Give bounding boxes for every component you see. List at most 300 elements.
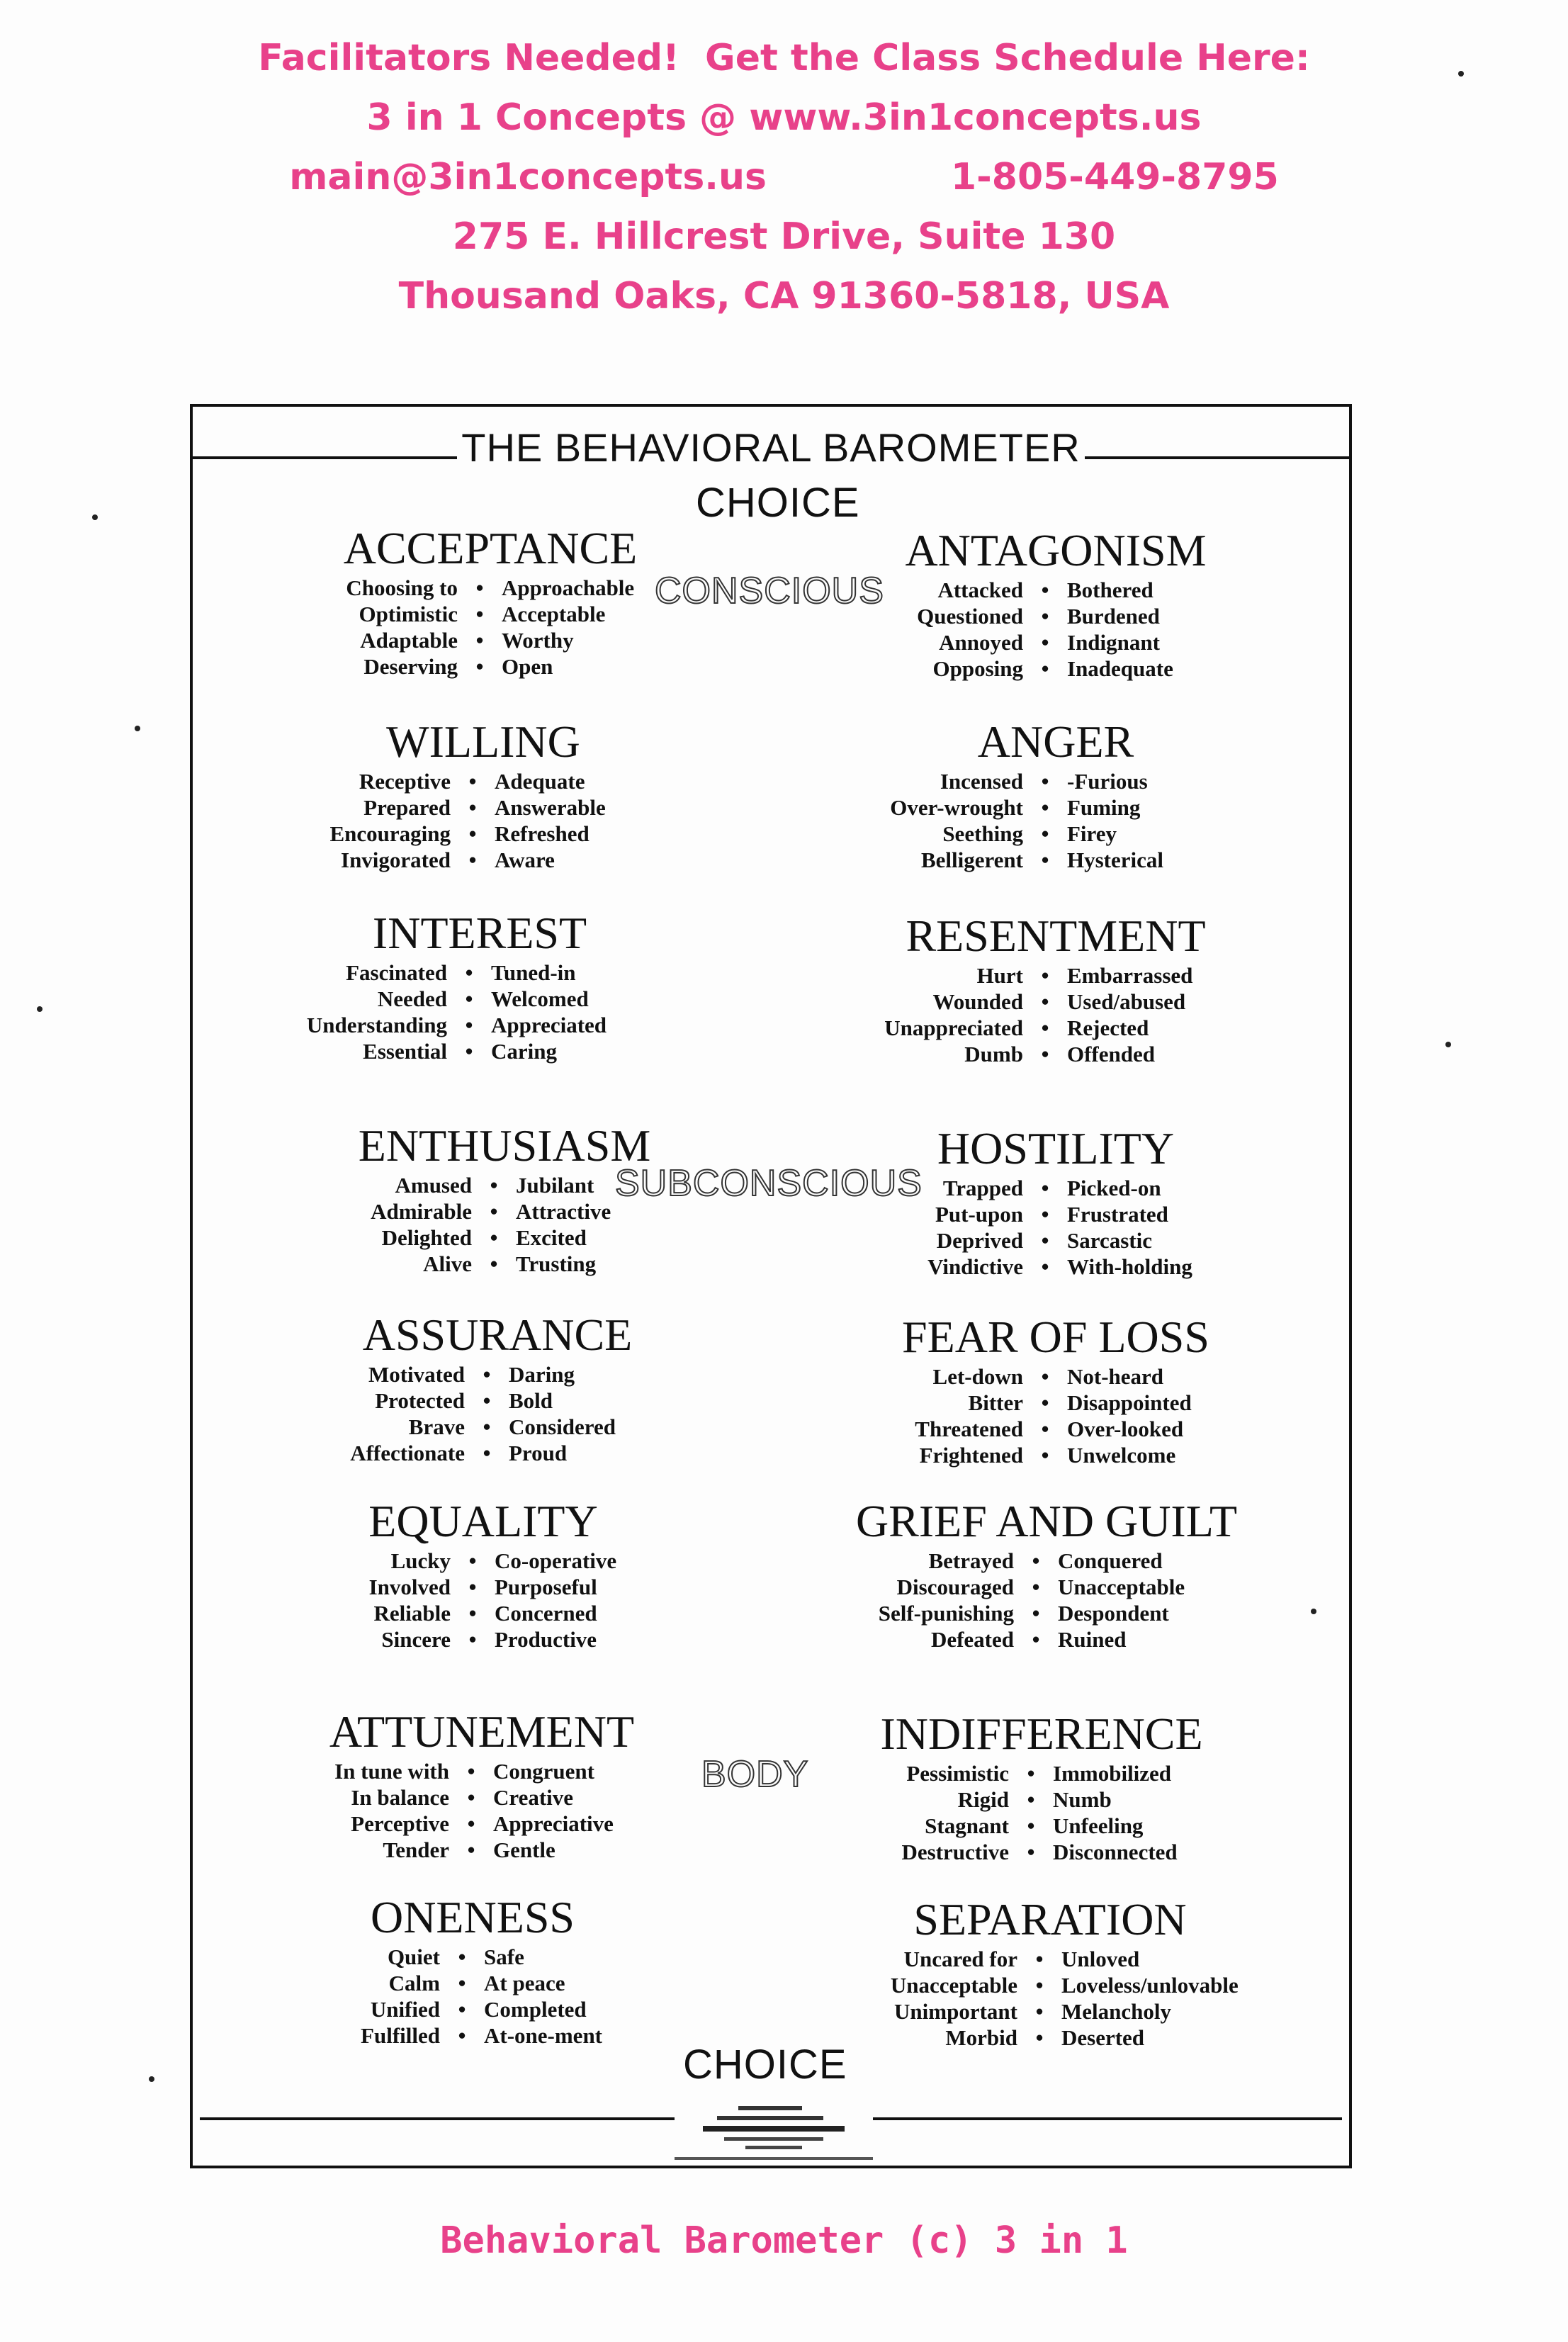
word-right: Deserted: [1061, 2025, 1145, 2050]
facilitators-line: Facilitators Needed! Get the Class Schedule Here:: [258, 37, 1310, 79]
word-row: [799, 1626, 1295, 1653]
word-left: Belligerent: [920, 848, 1023, 872]
address-line-2: Thousand Oaks, CA 91360-5818, USA: [398, 275, 1170, 317]
emotion-block: [232, 908, 728, 1064]
word-left: In tune with: [334, 1759, 449, 1784]
word-left: Optimistic: [359, 602, 458, 626]
bullet-icon: •: [490, 1225, 498, 1250]
word-right: Loveless/unlovable: [1061, 1973, 1239, 1998]
word-left: Rigid: [957, 1787, 1009, 1812]
emotion-word-list: [799, 1548, 1295, 1653]
word-row: [232, 1038, 728, 1064]
word-left: Essential: [363, 1039, 447, 1064]
word-left: Calm: [388, 1971, 440, 1995]
word-row: [249, 1387, 745, 1414]
emotion-block: [235, 1497, 731, 1653]
bullet-icon: •: [483, 1441, 491, 1465]
bullet-icon: •: [1032, 1601, 1040, 1626]
word-row: [242, 601, 738, 627]
emotion-word-list: [234, 1758, 730, 1863]
word-left: Unified: [370, 1997, 440, 2022]
bullet-icon: •: [465, 986, 473, 1011]
word-right: Rejected: [1067, 1015, 1149, 1040]
word-row: [232, 1012, 728, 1038]
word-row: [808, 629, 1304, 655]
contact-header: [0, 28, 1568, 326]
emotion-title: RESENTMENT: [906, 911, 1206, 961]
word-right: Used/abused: [1067, 989, 1186, 1014]
bullet-icon: •: [1027, 1761, 1035, 1786]
bullet-icon: •: [1041, 848, 1049, 872]
word-left: Choosing to: [346, 575, 458, 600]
bullet-icon: •: [1041, 821, 1049, 846]
word-left: In balance: [351, 1785, 449, 1810]
bullet-icon: •: [483, 1388, 491, 1413]
title-rule-left: [193, 448, 457, 459]
word-left: Put-upon: [935, 1202, 1023, 1227]
word-row: [794, 1786, 1290, 1813]
word-row: [235, 768, 731, 794]
word-left: Betrayed: [928, 1548, 1014, 1573]
bullet-icon: •: [475, 575, 484, 600]
word-left: Vindictive: [927, 1254, 1023, 1279]
word-left: Deprived: [936, 1228, 1023, 1253]
publisher-seal-icon: [675, 2100, 873, 2164]
emotion-word-list: [249, 1361, 745, 1466]
word-left: Reliable: [373, 1601, 451, 1626]
word-row: [799, 1600, 1295, 1626]
word-right: Bold: [509, 1388, 553, 1413]
word-left: Stagnant: [925, 1813, 1009, 1838]
word-right: Acceptable: [502, 602, 606, 626]
word-left: Delighted: [381, 1225, 472, 1250]
word-right: Unfeeling: [1053, 1813, 1144, 1838]
word-row: [225, 1970, 721, 1996]
word-row: [808, 655, 1304, 682]
word-right: Approachable: [502, 575, 635, 600]
bullet-icon: •: [1041, 578, 1049, 602]
word-right: Considered: [509, 1414, 616, 1439]
word-row: [256, 1251, 752, 1277]
bullet-icon: •: [467, 1837, 475, 1862]
bullet-icon: •: [1041, 656, 1049, 681]
word-row: [808, 768, 1304, 794]
word-right: Embarrassed: [1067, 963, 1193, 988]
word-left: Destructive: [901, 1840, 1009, 1864]
word-row: [249, 1361, 745, 1387]
word-right: Inadequate: [1067, 656, 1173, 681]
word-right: At-one-ment: [484, 2023, 603, 2048]
word-row: [808, 794, 1304, 821]
word-right: Concerned: [495, 1601, 597, 1626]
word-left: Deserving: [363, 654, 458, 679]
word-row: [802, 1998, 1298, 2025]
emotion-block: [235, 717, 731, 873]
word-left: Brave: [408, 1414, 465, 1439]
word-right: Worthy: [502, 628, 574, 653]
word-left: Over-wrought: [890, 795, 1023, 820]
word-row: [808, 1416, 1304, 1442]
word-right: Hysterical: [1067, 848, 1164, 872]
word-row: [235, 1626, 731, 1653]
word-row: [234, 1811, 730, 1837]
choice-label-bottom: CHOICE: [683, 2042, 847, 2088]
bullet-icon: •: [1032, 1548, 1040, 1573]
bullet-icon: •: [468, 821, 477, 846]
word-row: [808, 1015, 1304, 1041]
bullet-icon: •: [1041, 795, 1049, 820]
phone-number: 1-805-449-8795: [951, 156, 1279, 198]
emotion-block: [808, 526, 1304, 682]
email-phone-line: [0, 147, 1568, 207]
word-row: [256, 1172, 752, 1198]
word-right: Attractive: [516, 1199, 611, 1224]
word-left: Morbid: [945, 2025, 1017, 2050]
word-left: Threatened: [915, 1417, 1023, 1441]
word-left: Prepared: [363, 795, 451, 820]
choice-label-top: CHOICE: [696, 480, 860, 526]
word-row: [225, 1944, 721, 1970]
word-right: Welcomed: [491, 986, 589, 1011]
emotion-title: ACCEPTANCE: [343, 523, 638, 573]
bullet-icon: •: [468, 1548, 477, 1573]
word-right: Immobilized: [1053, 1761, 1172, 1786]
word-left: Attacked: [937, 578, 1023, 602]
emotion-block: [808, 1124, 1304, 1280]
emotion-block: [808, 911, 1304, 1067]
bullet-icon: •: [1041, 1015, 1049, 1040]
word-row: [235, 847, 731, 873]
bullet-icon: •: [483, 1414, 491, 1439]
speck: [135, 726, 140, 731]
bullet-icon: •: [1035, 1999, 1044, 2024]
bullet-icon: •: [467, 1785, 475, 1810]
word-left: Invigorated: [341, 848, 451, 872]
emotion-title: ANTAGONISM: [905, 525, 1207, 575]
bullet-icon: •: [490, 1199, 498, 1224]
word-row: [799, 1574, 1295, 1600]
emotion-block: [249, 1310, 745, 1466]
word-right: Excited: [516, 1225, 587, 1250]
word-row: [235, 821, 731, 847]
word-left: Hurt: [976, 963, 1023, 988]
word-left: Pessimistic: [906, 1761, 1009, 1786]
word-row: [249, 1440, 745, 1466]
word-left: Perceptive: [351, 1811, 449, 1836]
emotion-block: [256, 1121, 752, 1277]
word-right: Numb: [1053, 1787, 1112, 1812]
word-row: [802, 2025, 1298, 2051]
word-right: Frustrated: [1067, 1202, 1168, 1227]
word-row: [249, 1414, 745, 1440]
word-right: At peace: [484, 1971, 565, 1995]
word-row: [235, 1574, 731, 1600]
word-row: [235, 1600, 731, 1626]
word-right: Trusting: [516, 1251, 597, 1276]
address-line-1: 275 E. Hillcrest Drive, Suite 130: [452, 215, 1116, 258]
word-left: Dumb: [964, 1042, 1023, 1066]
bullet-icon: •: [1041, 1390, 1049, 1415]
emotion-word-list: [802, 1946, 1298, 2051]
word-left: Affectionate: [350, 1441, 465, 1465]
bullet-icon: •: [467, 1811, 475, 1836]
emotion-title: FEAR OF LOSS: [902, 1312, 1209, 1362]
word-left: Opposing: [932, 656, 1023, 681]
word-right: Conquered: [1058, 1548, 1163, 1573]
word-right: Productive: [495, 1627, 597, 1652]
emotion-word-list: [794, 1760, 1290, 1865]
emotion-word-list: [235, 1548, 731, 1653]
word-left: Sincere: [381, 1627, 451, 1652]
bullet-icon: •: [468, 769, 477, 794]
word-right: Unloved: [1061, 1947, 1140, 1971]
word-right: Despondent: [1058, 1601, 1169, 1626]
bullet-icon: •: [1041, 1443, 1049, 1468]
bullet-icon: •: [475, 654, 484, 679]
word-right: Caring: [491, 1039, 557, 1064]
emotion-block: [802, 1895, 1298, 2051]
emotion-title: GRIEF AND GUILT: [855, 1496, 1238, 1546]
emotion-title: SEPARATION: [913, 1894, 1187, 1944]
bullet-icon: •: [490, 1251, 498, 1276]
bullet-icon: •: [458, 1997, 466, 2022]
speck: [92, 514, 98, 520]
speck: [1445, 1042, 1451, 1047]
word-right: Bothered: [1067, 578, 1154, 602]
word-right: Firey: [1067, 821, 1117, 846]
emotion-title: ATTUNEMENT: [329, 1706, 635, 1757]
speck: [1311, 1609, 1316, 1614]
word-row: [256, 1225, 752, 1251]
word-right: Offended: [1067, 1042, 1155, 1066]
word-right: Adequate: [495, 769, 585, 794]
word-row: [808, 1363, 1304, 1390]
word-left: Questioned: [917, 604, 1023, 629]
word-right: -Furious: [1067, 769, 1148, 794]
word-left: Trapped: [942, 1176, 1023, 1200]
bullet-icon: •: [1041, 769, 1049, 794]
bullet-icon: •: [465, 960, 473, 985]
word-right: Fuming: [1067, 795, 1141, 820]
bullet-icon: •: [1041, 630, 1049, 655]
word-row: [799, 1548, 1295, 1574]
word-left: Quiet: [387, 1944, 440, 1969]
word-row: [808, 577, 1304, 603]
word-row: [225, 1996, 721, 2022]
bullet-icon: •: [1041, 1228, 1049, 1253]
word-right: Unwelcome: [1067, 1443, 1176, 1468]
word-left: Seething: [942, 821, 1023, 846]
word-row: [808, 1201, 1304, 1227]
word-right: Co-operative: [495, 1548, 617, 1573]
word-right: Creative: [493, 1785, 574, 1810]
word-right: Completed: [484, 1997, 587, 2022]
word-left: Adaptable: [360, 628, 458, 653]
word-left: Wounded: [932, 989, 1023, 1014]
emotion-word-list: [808, 768, 1304, 873]
emotion-word-list: [256, 1172, 752, 1277]
word-right: Gentle: [493, 1837, 555, 1862]
bullet-icon: •: [465, 1039, 473, 1064]
word-row: [808, 821, 1304, 847]
word-right: Burdened: [1067, 604, 1160, 629]
word-left: Alive: [423, 1251, 472, 1276]
bullet-icon: •: [1027, 1813, 1035, 1838]
title-rule-right: [1085, 448, 1349, 459]
emotion-word-list: [808, 962, 1304, 1067]
bullet-icon: •: [475, 628, 484, 653]
level-conscious: CONSCIOUS: [655, 570, 884, 612]
word-right: Jubilant: [516, 1173, 594, 1198]
word-row: [232, 986, 728, 1012]
emotion-block: [799, 1497, 1295, 1653]
word-left: Fascinated: [346, 960, 447, 985]
bullet-icon: •: [1041, 1202, 1049, 1227]
word-right: Unacceptable: [1058, 1575, 1185, 1599]
emotion-title: INTEREST: [372, 908, 587, 958]
emotion-block: [794, 1709, 1290, 1865]
bullet-icon: •: [458, 1944, 466, 1969]
word-row: [232, 959, 728, 986]
word-left: Amused: [395, 1173, 472, 1198]
bullet-icon: •: [1032, 1575, 1040, 1599]
emotion-title: ASSURANCE: [362, 1310, 633, 1360]
word-row: [234, 1758, 730, 1784]
word-left: Self-punishing: [878, 1601, 1014, 1626]
word-row: [794, 1760, 1290, 1786]
word-right: Refreshed: [495, 821, 590, 846]
word-row: [802, 1946, 1298, 1972]
word-left: Needed: [377, 986, 447, 1011]
emotion-word-list: [808, 1175, 1304, 1280]
emotion-title: ENTHUSIASM: [358, 1120, 651, 1171]
level-body: BODY: [701, 1754, 809, 1795]
word-row: [256, 1198, 752, 1225]
word-right: Melancholy: [1061, 1999, 1171, 2024]
word-right: Daring: [509, 1362, 575, 1387]
bullet-icon: •: [468, 1601, 477, 1626]
word-left: Tender: [383, 1837, 449, 1862]
word-left: Frightened: [919, 1443, 1023, 1468]
bullet-icon: •: [1032, 1627, 1040, 1652]
bullet-icon: •: [483, 1362, 491, 1387]
bullet-icon: •: [490, 1173, 498, 1198]
word-right: Not-heard: [1067, 1364, 1164, 1389]
word-row: [235, 1548, 731, 1574]
word-row: [242, 627, 738, 653]
bullet-icon: •: [1041, 1176, 1049, 1200]
word-right: Open: [502, 654, 553, 679]
word-right: Aware: [495, 848, 555, 872]
bullet-icon: •: [1041, 604, 1049, 629]
emotion-title: EQUALITY: [368, 1496, 598, 1546]
bullet-icon: •: [1041, 1364, 1049, 1389]
word-row: [225, 2022, 721, 2049]
word-right: Tuned-in: [491, 960, 576, 985]
word-row: [234, 1784, 730, 1811]
word-left: Encouraging: [329, 821, 451, 846]
word-row: [808, 989, 1304, 1015]
word-row: [794, 1813, 1290, 1839]
bullet-icon: •: [468, 848, 477, 872]
bullet-icon: •: [1035, 1947, 1044, 1971]
word-left: Annoyed: [939, 630, 1023, 655]
bullet-icon: •: [1041, 1417, 1049, 1441]
word-row: [234, 1837, 730, 1863]
word-right: Appreciative: [493, 1811, 614, 1836]
word-right: Picked-on: [1067, 1176, 1161, 1200]
bullet-icon: •: [468, 1575, 477, 1599]
bullet-icon: •: [467, 1759, 475, 1784]
word-right: Safe: [484, 1944, 524, 1969]
bullet-icon: •: [1041, 989, 1049, 1014]
barometer-title-row: [193, 421, 1349, 471]
barometer-chart: [190, 404, 1352, 2168]
copyright-footer: Behavioral Barometer (c) 3 in 1: [440, 2219, 1128, 2262]
word-right: Indignant: [1067, 630, 1160, 655]
word-row: [802, 1972, 1298, 1998]
word-right: Sarcastic: [1067, 1228, 1152, 1253]
website-line[interactable]: 3 in 1 Concepts @ www.3in1concepts.us: [366, 96, 1202, 139]
word-left: Bitter: [968, 1390, 1023, 1415]
word-row: [242, 575, 738, 601]
word-row: [808, 1254, 1304, 1280]
word-left: Unacceptable: [890, 1973, 1017, 1998]
word-row: [808, 603, 1304, 629]
emotion-title: INDIFFERENCE: [880, 1708, 1203, 1759]
emotion-title: HOSTILITY: [937, 1123, 1175, 1173]
bullet-icon: •: [1041, 1042, 1049, 1066]
word-right: Over-looked: [1067, 1417, 1184, 1441]
word-row: [808, 1041, 1304, 1067]
word-row: [242, 653, 738, 680]
word-row: [808, 1227, 1304, 1254]
word-left: Unimportant: [894, 1999, 1017, 2024]
emotion-block: [808, 1312, 1304, 1468]
word-left: Let-down: [932, 1364, 1023, 1389]
emotion-block: [225, 1893, 721, 2049]
bullet-icon: •: [468, 795, 477, 820]
emotion-word-list: [808, 1363, 1304, 1468]
word-right: Disconnected: [1053, 1840, 1178, 1864]
bullet-icon: •: [468, 1627, 477, 1652]
word-left: Uncared for: [903, 1947, 1017, 1971]
word-row: [808, 1442, 1304, 1468]
bullet-icon: •: [1027, 1787, 1035, 1812]
word-right: With-holding: [1067, 1254, 1192, 1279]
word-row: [235, 794, 731, 821]
word-right: Appreciated: [491, 1013, 607, 1037]
word-row: [808, 1175, 1304, 1201]
emotion-word-list: [808, 577, 1304, 682]
barometer-title: THE BEHAVIORAL BAROMETER: [461, 425, 1081, 470]
speck: [37, 1006, 43, 1012]
word-left: Discouraged: [896, 1575, 1014, 1599]
word-right: Purposeful: [495, 1575, 597, 1599]
bullet-icon: •: [1027, 1840, 1035, 1864]
email-link[interactable]: main@3in1concepts.us: [289, 156, 767, 198]
word-left: Involved: [368, 1575, 451, 1599]
word-row: [808, 962, 1304, 989]
word-right: Proud: [509, 1441, 568, 1465]
emotion-title: WILLING: [386, 716, 580, 767]
emotion-block: [234, 1707, 730, 1863]
emotion-word-list: [235, 768, 731, 873]
bullet-icon: •: [465, 1013, 473, 1037]
bullet-icon: •: [1035, 2025, 1044, 2050]
word-left: Protected: [375, 1388, 465, 1413]
word-left: Fulfilled: [361, 2023, 440, 2048]
